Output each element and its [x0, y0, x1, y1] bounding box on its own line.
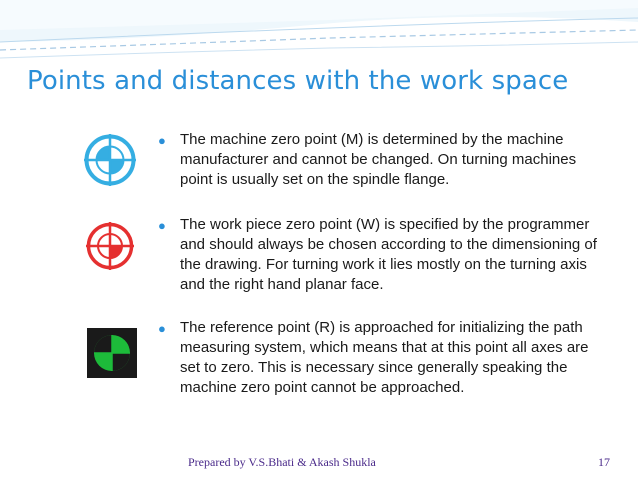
- list-item: [0, 215, 638, 305]
- bullet-marker: ●: [158, 133, 166, 148]
- machine-zero-point-icon: [84, 134, 136, 186]
- reference-point-text: The reference point (R) is approached for initializing the path measuring system, which means that at this point all axes are set to zero. This is necessary since generally speaking the machine zero point cannot be approached.: [180, 319, 589, 396]
- list-item: [0, 318, 638, 408]
- bullet-marker: ●: [158, 218, 166, 233]
- slide-footer: Prepared by V.S.Bhati & Akash Shukla: [188, 455, 376, 469]
- list-item: [0, 130, 638, 200]
- slide-title: Points and distances with the work space: [27, 66, 569, 96]
- machine-zero-point-text: The machine zero point (M) is determined by the machine manufacturer and cannot be changed. On turning machines point is usually set on the spindle flange.: [180, 131, 577, 188]
- header-wave-decoration: [0, 0, 638, 70]
- workpiece-zero-point-text: The work piece zero point (W) is specified by the programmer and should always be chosen according to the dimensioning of the drawing. For turning work it lies mostly on the turning axis and the right hand planar face.: [180, 216, 597, 293]
- page-number: 17: [598, 455, 610, 469]
- reference-point-icon: [87, 328, 137, 378]
- bullet-marker: ●: [158, 321, 166, 336]
- workpiece-zero-point-icon: [86, 222, 134, 270]
